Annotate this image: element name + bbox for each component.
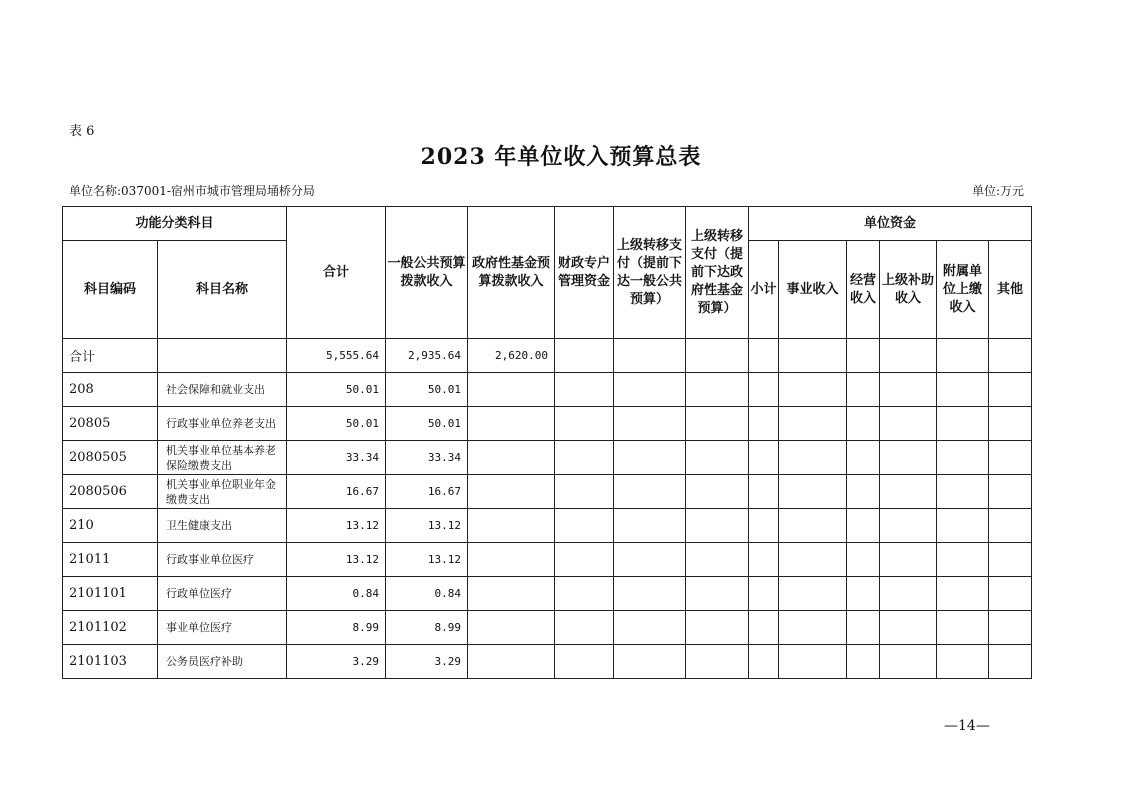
empty-cell (847, 441, 880, 475)
header-name: 科目名称 (158, 241, 287, 339)
empty-cell (749, 611, 779, 645)
row-general-budget: 50.01 (386, 407, 468, 441)
empty-cell (989, 611, 1032, 645)
empty-cell (847, 475, 880, 509)
empty-cell (614, 543, 686, 577)
empty-cell (880, 543, 937, 577)
empty-cell (880, 339, 937, 373)
empty-cell (779, 509, 847, 543)
empty-cell (779, 645, 847, 679)
empty-cell (614, 441, 686, 475)
row-total: 13.12 (287, 509, 386, 543)
empty-cell (686, 645, 749, 679)
row-general-budget: 3.29 (386, 645, 468, 679)
table-row (63, 509, 1032, 543)
empty-cell (937, 373, 989, 407)
header-other: 其他 (989, 241, 1032, 339)
header-gov-fund: 政府性基金预算拨款收入 (468, 207, 555, 339)
table-row (63, 407, 1032, 441)
row-name: 机关事业单位职业年金缴费支出 (158, 475, 287, 509)
empty-cell (749, 475, 779, 509)
row-total: 50.01 (287, 373, 386, 407)
empty-cell (555, 577, 614, 611)
empty-cell (989, 577, 1032, 611)
row-code: 2080506 (63, 475, 158, 509)
page-title: 2023 年单位收入预算总表 (420, 144, 702, 170)
empty-cell (989, 509, 1032, 543)
row-total: 33.34 (287, 441, 386, 475)
row-code: 21011 (63, 543, 158, 577)
header-fiscal-special: 财政专户管理资金 (555, 207, 614, 339)
empty-cell (555, 441, 614, 475)
empty-cell (937, 611, 989, 645)
empty-cell (937, 407, 989, 441)
row-code: 2080505 (63, 441, 158, 475)
empty-cell (847, 577, 880, 611)
table-row (63, 577, 1032, 611)
row-code: 合计 (63, 339, 158, 373)
row-total: 5,555.64 (287, 339, 386, 373)
empty-cell (686, 407, 749, 441)
row-total: 8.99 (287, 611, 386, 645)
empty-cell (880, 577, 937, 611)
row-name: 公务员医疗补助 (158, 645, 287, 679)
table-row (63, 475, 1032, 509)
empty-cell (779, 475, 847, 509)
header-affiliated-income: 附属单位上缴收入 (937, 241, 989, 339)
empty-cell (779, 373, 847, 407)
row-gov-fund (468, 475, 555, 509)
table-row (63, 645, 1032, 679)
empty-cell (779, 577, 847, 611)
header-operating-income: 经营收入 (847, 241, 880, 339)
row-general-budget: 50.01 (386, 373, 468, 407)
table-row (63, 441, 1032, 475)
unit-name: 单位名称:037001-宿州市城市管理局埇桥分局 (69, 184, 315, 198)
row-general-budget: 13.12 (386, 543, 468, 577)
empty-cell (989, 407, 1032, 441)
empty-cell (847, 407, 880, 441)
empty-cell (989, 543, 1032, 577)
row-gov-fund (468, 645, 555, 679)
empty-cell (880, 509, 937, 543)
empty-cell (779, 611, 847, 645)
empty-cell (779, 543, 847, 577)
empty-cell (614, 407, 686, 441)
row-code: 2101102 (63, 611, 158, 645)
empty-cell (847, 543, 880, 577)
budget-table (62, 206, 1032, 679)
row-name: 行政事业单位医疗 (158, 543, 287, 577)
row-gov-fund (468, 509, 555, 543)
empty-cell (880, 407, 937, 441)
row-name: 卫生健康支出 (158, 509, 287, 543)
row-general-budget: 13.12 (386, 509, 468, 543)
row-name: 行政单位医疗 (158, 577, 287, 611)
empty-cell (686, 339, 749, 373)
header-subtotal: 小计 (749, 241, 779, 339)
empty-cell (614, 339, 686, 373)
row-name: 行政事业单位养老支出 (158, 407, 287, 441)
empty-cell (614, 611, 686, 645)
empty-cell (614, 577, 686, 611)
empty-cell (779, 339, 847, 373)
row-gov-fund (468, 577, 555, 611)
table-row (63, 611, 1032, 645)
empty-cell (686, 373, 749, 407)
empty-cell (847, 339, 880, 373)
row-general-budget: 2,935.64 (386, 339, 468, 373)
empty-cell (749, 645, 779, 679)
row-code: 20805 (63, 407, 158, 441)
row-code: 208 (63, 373, 158, 407)
row-total: 0.84 (287, 577, 386, 611)
empty-cell (555, 611, 614, 645)
unit-currency: 单位:万元 (971, 184, 1024, 198)
empty-cell (880, 645, 937, 679)
row-gov-fund (468, 441, 555, 475)
empty-cell (749, 543, 779, 577)
empty-cell (989, 441, 1032, 475)
empty-cell (847, 611, 880, 645)
empty-cell (614, 645, 686, 679)
empty-cell (989, 373, 1032, 407)
header-business-income: 事业收入 (779, 241, 847, 339)
row-name: 事业单位医疗 (158, 611, 287, 645)
row-code: 2101103 (63, 645, 158, 679)
row-gov-fund (468, 407, 555, 441)
header-function-category: 功能分类科目 (63, 207, 287, 241)
row-total: 50.01 (287, 407, 386, 441)
row-general-budget: 0.84 (386, 577, 468, 611)
empty-cell (880, 373, 937, 407)
empty-cell (686, 475, 749, 509)
empty-cell (880, 441, 937, 475)
row-total: 3.29 (287, 645, 386, 679)
empty-cell (937, 509, 989, 543)
empty-cell (847, 373, 880, 407)
empty-cell (614, 509, 686, 543)
empty-cell (937, 577, 989, 611)
empty-cell (555, 509, 614, 543)
empty-cell (686, 577, 749, 611)
header-unit-funds: 单位资金 (749, 207, 1032, 241)
empty-cell (937, 645, 989, 679)
header-transfer-general: 上级转移支付（提前下达一般公共预算） (614, 207, 686, 339)
row-name: 社会保障和就业支出 (158, 373, 287, 407)
header-transfer-gov: 上级转移支付（提前下达政府性基金预算） (686, 207, 749, 339)
empty-cell (555, 543, 614, 577)
empty-cell (937, 475, 989, 509)
empty-cell (614, 373, 686, 407)
empty-cell (555, 645, 614, 679)
empty-cell (847, 509, 880, 543)
table-row (63, 373, 1032, 407)
header-code: 科目编码 (63, 241, 158, 339)
empty-cell (989, 645, 1032, 679)
row-gov-fund (468, 373, 555, 407)
row-code: 210 (63, 509, 158, 543)
empty-cell (686, 509, 749, 543)
row-total: 13.12 (287, 543, 386, 577)
table-row (63, 339, 1032, 373)
empty-cell (749, 407, 779, 441)
row-name (158, 339, 287, 373)
table-number-label: 表 6 (69, 124, 95, 139)
row-gov-fund (468, 543, 555, 577)
empty-cell (749, 339, 779, 373)
empty-cell (686, 611, 749, 645)
empty-cell (686, 441, 749, 475)
empty-cell (749, 441, 779, 475)
empty-cell (989, 339, 1032, 373)
empty-cell (937, 441, 989, 475)
page-number: —14— (944, 718, 990, 734)
empty-cell (749, 509, 779, 543)
row-total: 16.67 (287, 475, 386, 509)
empty-cell (779, 441, 847, 475)
row-name: 机关事业单位基本养老保险缴费支出 (158, 441, 287, 475)
empty-cell (937, 339, 989, 373)
header-superior-subsidy: 上级补助收入 (880, 241, 937, 339)
row-code: 2101101 (63, 577, 158, 611)
empty-cell (749, 577, 779, 611)
empty-cell (614, 475, 686, 509)
empty-cell (555, 373, 614, 407)
row-gov-fund (468, 611, 555, 645)
header-total: 合计 (287, 207, 386, 339)
table-row (63, 543, 1032, 577)
row-gov-fund: 2,620.00 (468, 339, 555, 373)
empty-cell (880, 611, 937, 645)
empty-cell (686, 543, 749, 577)
empty-cell (555, 339, 614, 373)
empty-cell (989, 475, 1032, 509)
empty-cell (555, 475, 614, 509)
row-general-budget: 16.67 (386, 475, 468, 509)
empty-cell (555, 407, 614, 441)
empty-cell (937, 543, 989, 577)
empty-cell (880, 475, 937, 509)
empty-cell (749, 373, 779, 407)
empty-cell (779, 407, 847, 441)
empty-cell (847, 645, 880, 679)
header-general-budget: 一般公共预算拨款收入 (386, 207, 468, 339)
row-general-budget: 8.99 (386, 611, 468, 645)
row-general-budget: 33.34 (386, 441, 468, 475)
